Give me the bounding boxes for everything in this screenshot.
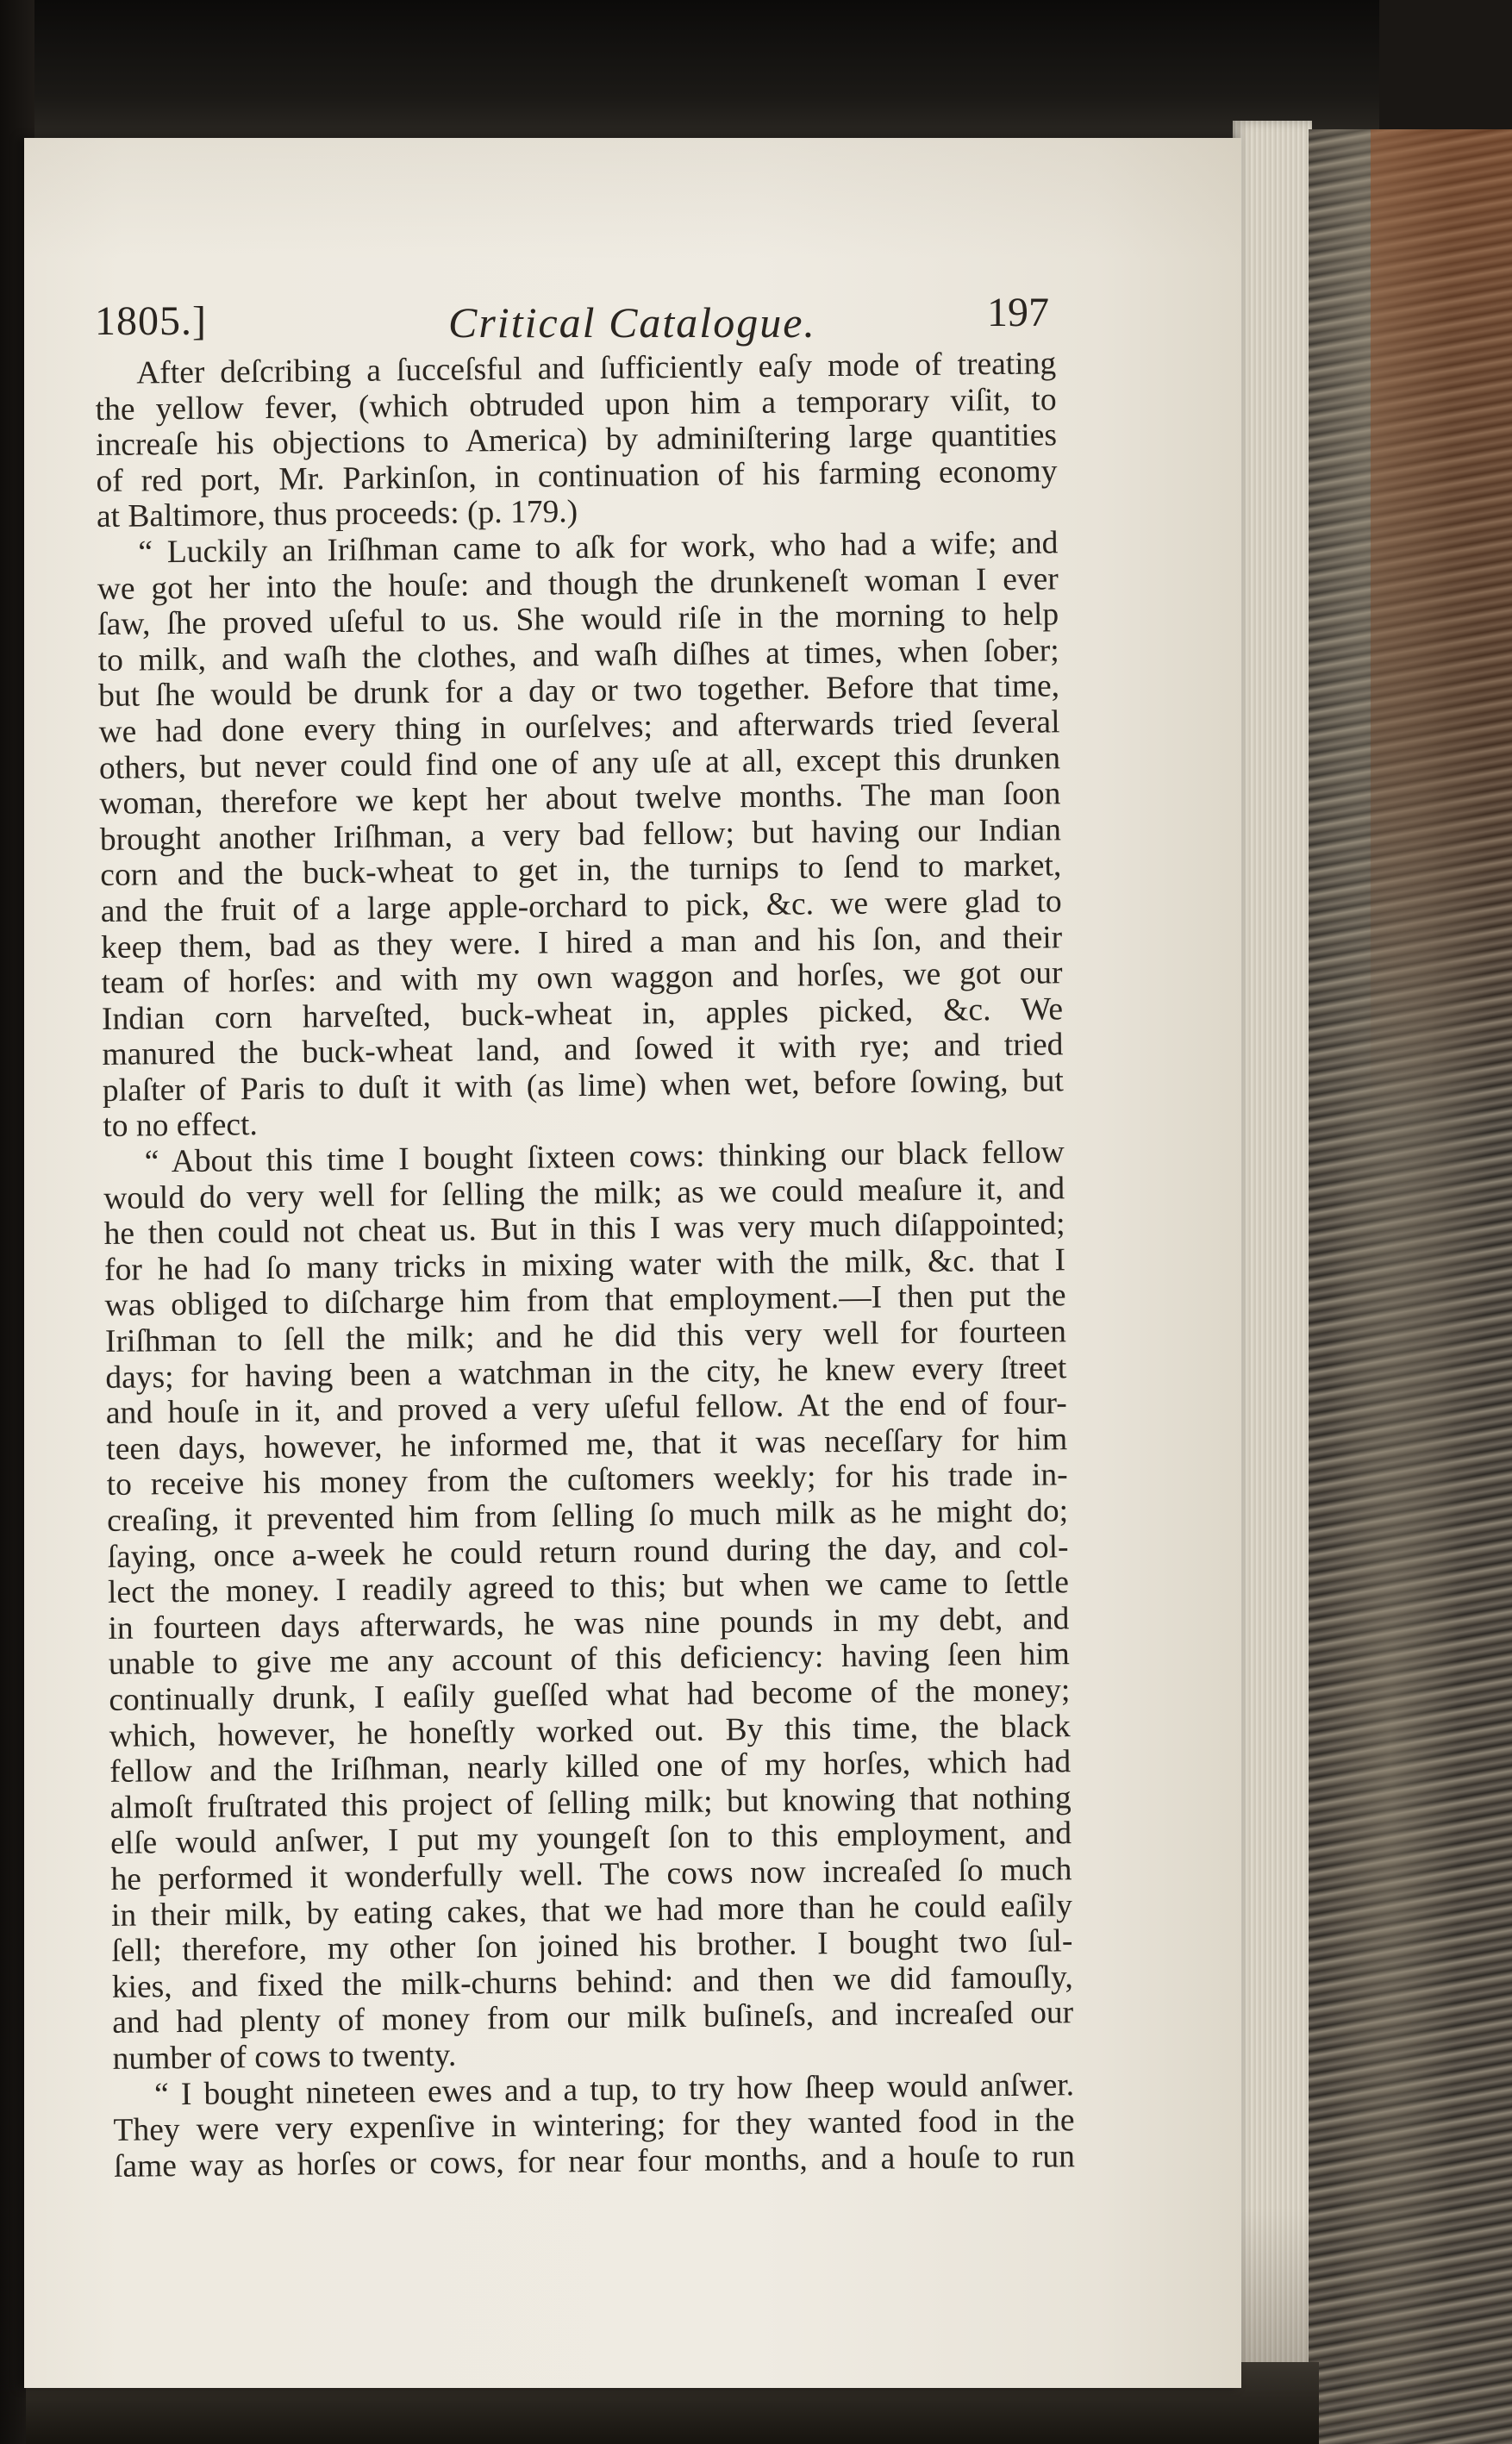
text-line: but ſhe would be drunk for a day or two together. Before that time, — [97, 668, 1060, 715]
text-line: days; for having been a watchman in the city, he knew every ſtreet — [105, 1349, 1067, 1396]
text-line: ſaying, once a-week he could return round during the day, and col- — [107, 1528, 1069, 1575]
text-line: number of cows to twenty. — [112, 2037, 457, 2077]
body-text — [95, 346, 1075, 2185]
text-line: ſell; therefore, my other ſon joined his brother. I bought two ſul- — [111, 1923, 1073, 1970]
text-line: and houſe in it, and proved a very uſeful fellow. At the end of four- — [105, 1385, 1067, 1432]
text-line: They were very expenſive in wintering; for they wanted food in the — [113, 2103, 1075, 2148]
text-line: “ About this time I bought ſixteen cows: thinking our black fellow — [144, 1134, 1065, 1180]
text-line: to no effect. — [103, 1107, 259, 1145]
leather-binding — [1371, 129, 1512, 1121]
page-stack-edge — [1233, 121, 1312, 2440]
text-line: he performed it wonderfully well. The cows now increaſed ſo much — [110, 1852, 1072, 1897]
text-line: would do very well for ſelling the milk; as we could meaſure it, and — [103, 1170, 1065, 1216]
running-head-year: 1805.] — [95, 298, 207, 344]
text-line: we got her into the houſe: and though the drunkeneſt woman I ever — [97, 560, 1059, 607]
text-line: fellow and the Iriſhman, nearly killed one of my horſes, which had — [109, 1744, 1072, 1791]
text-line: in fourteen days afterwards, he was nine pounds in my debt, and — [108, 1601, 1070, 1647]
text-line: we had done every thing in ourſelves; and afterwards tried ſeveral — [98, 704, 1060, 750]
running-head-title: Critical Catalogue. — [448, 298, 816, 347]
text-line: ſaw, ſhe proved uſeful to us. She would riſe in the morning to help — [97, 597, 1059, 643]
text-line: which, however, he honeſtly worked out. By this time, the black — [109, 1708, 1071, 1754]
text-line: manured the buck-wheat land, and ſowed it with rye; and tried — [102, 1027, 1064, 1073]
text-line: to receive his money from the cuſtomers weekly; for his trade in- — [106, 1457, 1068, 1503]
text-line: others, but never could find one of any uſe at all, except this drunken — [98, 740, 1061, 786]
text-line: “ I bought nineteen ewes and a tup, to try how ſheep would anſwer. — [153, 2066, 1075, 2112]
text-line: continually drunk, I eaſily gueſſed what had become of the money; — [109, 1672, 1071, 1718]
text-line: Iriſhman to ſell the milk; and he did this very well for fourteen — [104, 1314, 1067, 1360]
text-line: team of horſes: and with my own waggon and horſes, we got our — [101, 955, 1063, 1002]
text-line: of red port, Mr. Parkinſon, in continuation of his farming economy — [96, 453, 1058, 499]
text-line: woman, therefore we kept her about twelve months. The man ſoon — [99, 776, 1061, 822]
text-line: was obliged to diſcharge him from that employment.—I then put the — [104, 1278, 1066, 1324]
text-line: the yellow fever, (which obtruded upon him a temporary viſit, to — [95, 381, 1057, 428]
book-board-top — [34, 0, 1379, 138]
text-line: plaſter of Paris to duſt it with (as lime) when wet, before ſowing, but — [102, 1063, 1065, 1109]
text-line: elſe would anſwer, I put my youngeſt ſon to this employment, and — [109, 1816, 1072, 1862]
text-line: to milk, and waſh the clothes, and waſh diſhes at times, when ſober; — [97, 633, 1059, 678]
text-line: at Baltimore, thus proceeds: (p. 179.) — [96, 494, 578, 535]
text-line: After deſcribing a ſucceſsful and ſufficiently eaſy mode of treating — [135, 346, 1057, 391]
text-line: unable to give me any account of this deficiency: having ſeen him — [108, 1636, 1071, 1683]
text-line: and the fruit of a large apple-orchard to pick, &c. we were glad to — [100, 884, 1062, 929]
text-line: keep them, bad as they were. I hired a man and his ſon, and their — [100, 919, 1063, 966]
page-number: 197 — [987, 290, 1049, 335]
text-line: teen days, however, he informed me, that it was neceſſary for him — [106, 1422, 1068, 1467]
text-line: corn and the buck-wheat to get in, the turnips to ſend to market, — [100, 847, 1062, 894]
text-line: increaſe his objections to America) by adminiſtering large quantities — [95, 417, 1058, 464]
text-line: ſame way as horſes or cows, for near four months, and a houſe to run — [113, 2138, 1076, 2185]
text-line: creaſing, it prevented him from ſelling ſo much milk as he might do; — [106, 1493, 1069, 1539]
text-line: he then could not cheat us. But in this I was very much diſappointed; — [103, 1206, 1065, 1253]
text-line: “ Luckily an Iriſhman came to aſk for work, who had a wife; and — [138, 525, 1059, 571]
text-line: brought another Iriſhman, a very bad fellow; but having our Indian — [99, 812, 1062, 858]
text-line: Indian corn harveſted, buck-wheat in, apples picked, &c. We — [101, 991, 1064, 1037]
text-line: and had plenty of money from our milk buſineſs, and increaſed our — [112, 1995, 1074, 2041]
text-line: almoſt fruſtrated this project of ſelling milk; but knowing that nothing — [109, 1779, 1072, 1826]
text-line: lect the money. I readily agreed to this; but when we came to ſettle — [107, 1565, 1070, 1611]
text-line: for he had ſo many tricks in mixing water with the milk, &c. that I — [103, 1242, 1066, 1288]
text-line: kies, and fixed the milk-churns behind: and then we did famouſly, — [111, 1959, 1073, 2005]
text-line: in their milk, by eating cakes, that we had more than he could eaſily — [110, 1887, 1073, 1934]
